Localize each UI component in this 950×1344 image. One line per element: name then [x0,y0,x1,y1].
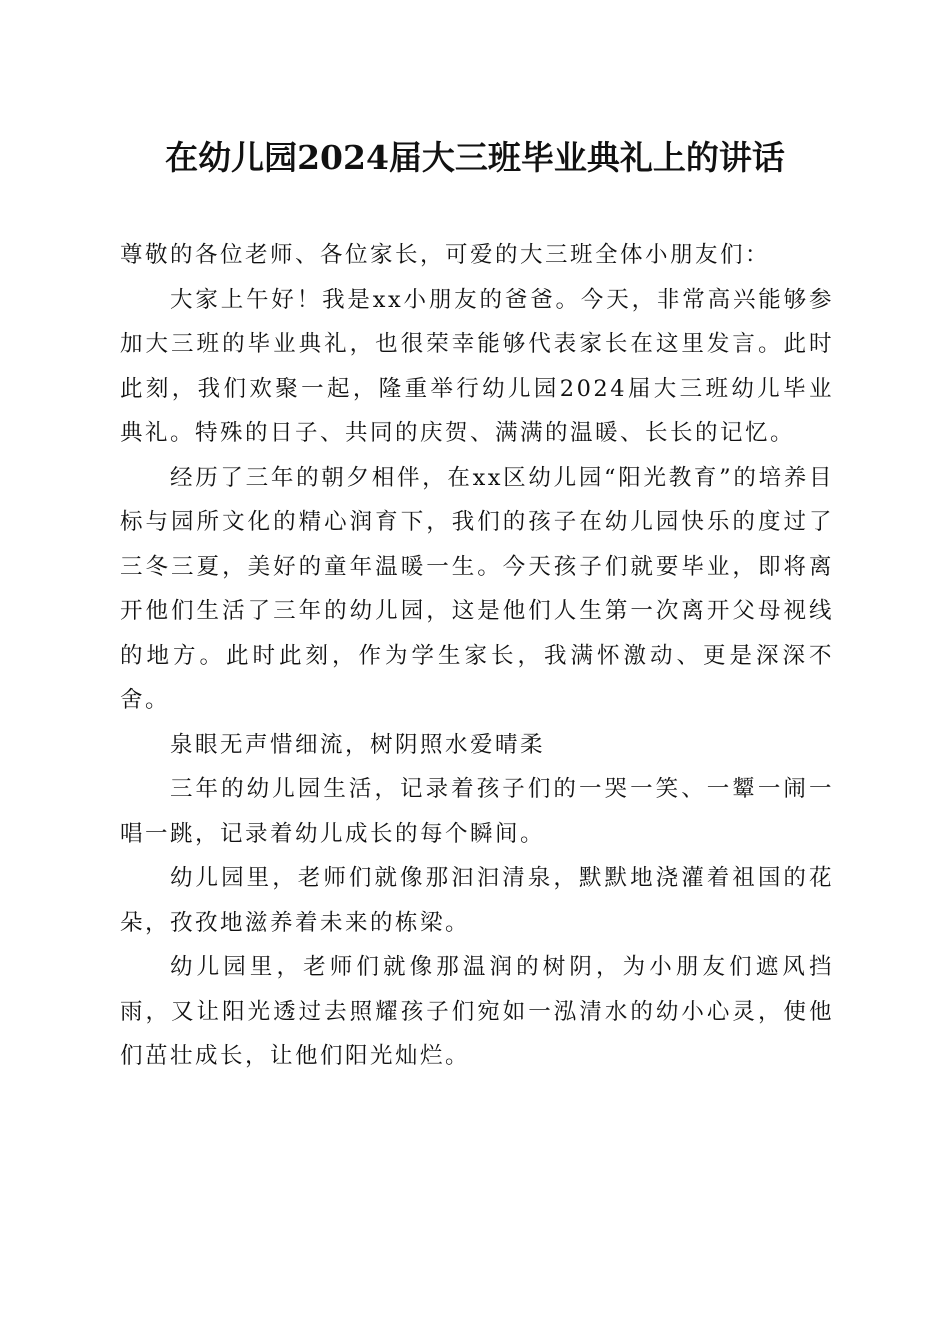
document-title: 在幼儿园2024届大三班毕业典礼上的讲话 [165,138,785,177]
paragraph-poem-line: 泉眼无声惜细流，树阴照水爱晴柔 [170,731,546,758]
paragraph-three-years: 经历了三年的朝夕相伴，在xx区幼儿园“阳光教育”的培养目标与园所文化的精心润育下，我们的孩子在幼儿园快乐的度过了三冬三夏，美好的童年温暖一生。今天孩子们就要毕业，即将离开他们生活了三年的幼儿园，这是他们人生第一次离开父母视线的地方。此时此刻，作为学生家长，我满怀激动、更是深深不舍。 [120,464,834,713]
paragraph-teachers-spring: 幼儿园里，老师们就像那汩汩清泉，默默地浇灌着祖国的花朵，孜孜地滋养着未来的栋梁。 [120,865,834,936]
document-body [120,233,834,1079]
paragraph-teachers-shade: 幼儿园里，老师们就像那温润的树阴，为小朋友们遮风挡雨，又让阳光透过去照耀孩子们宛如一泓清水的幼小心灵，使他们茁壮成长，让他们阳光灿烂。 [120,954,834,1069]
paragraph-greeting: 大家上午好！我是xx小朋友的爸爸。今天，非常高兴能够参加大三班的毕业典礼，也很荣幸能够代表家长在这里发言。此时此刻，我们欢聚一起，隆重举行幼儿园2024届大三班幼儿毕业典礼。特殊的日子、共同的庆贺、满满的温暖、长长的记忆。 [120,286,834,446]
salutation: 尊敬的各位老师、各位家长，可爱的大三班全体小朋友们： [120,242,771,268]
paragraph-kindergarten-life: 三年的幼儿园生活，记录着孩子们的一哭一笑、一颦一闹一唱一跳，记录着幼儿成长的每个瞬间。 [120,776,834,847]
